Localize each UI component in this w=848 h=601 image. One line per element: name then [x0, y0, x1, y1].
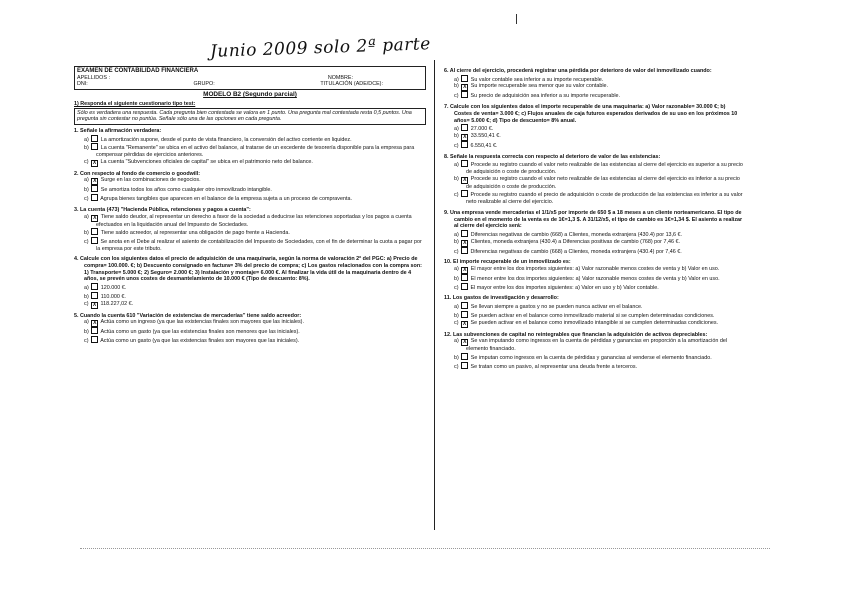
answer-option: [74, 135, 426, 144]
right-question-list: [444, 68, 744, 370]
option-letter: c): [454, 319, 459, 326]
option-letter: b): [84, 230, 89, 237]
answer-option: [74, 336, 426, 345]
option-letter: b): [454, 175, 459, 182]
answer-option: [74, 327, 426, 336]
question: [74, 313, 426, 345]
option-text: El menor entre los dos importes siguientes: a) Valor razonable menos costes de venta y b) Valor en uso.: [470, 276, 720, 283]
answer-option: [74, 143, 426, 158]
option-text: 120.000 €.: [100, 285, 127, 292]
answer-checkbox[interactable]: [461, 311, 468, 318]
option-letter: a): [454, 304, 459, 311]
left-column: [74, 66, 426, 349]
option-text: La cuenta "Remanente" se ubica en el activo del balance, al tratarse de un excedente de tesorería disponible para la empresa para compensar pérdidas de ejercicios anteriores.: [96, 145, 415, 159]
option-text: Diferencias negativas de cambio (668) a Clientes, moneda extranjera (430.4) por 7,46 €.: [470, 248, 682, 255]
question-stem: 3. La cuenta (473) "Hacienda Pública, retenciones y pagos a cuenta":: [74, 206, 251, 213]
option-text: Se van imputando como ingresos en la cuenta de pérdidas y ganancias en proporción a la amortización del elemento financiado.: [466, 338, 728, 353]
option-text: 110.000 €.: [100, 293, 126, 300]
answer-checkbox[interactable]: X: [92, 301, 97, 308]
answer-option: [444, 83, 744, 91]
answer-checkbox[interactable]: [461, 362, 468, 369]
option-letter: c): [84, 196, 89, 203]
option-letter: a): [84, 177, 89, 184]
option-text: Tiene saldo deudor, al representar un derecho a favor de la sociedad a deducirse las retenciones soportadas y los pagos a cuenta efectuados en la liquidación anual del Impuesto de Sociedades.: [96, 213, 412, 228]
option-letter: b): [84, 329, 89, 336]
answer-checkbox[interactable]: [91, 237, 98, 244]
option-text: Clientes, moneda extranjera (430.4) a Diferencias positivas de cambio (768) por 7,46 €.: [470, 238, 680, 245]
option-letter: a): [454, 126, 459, 133]
answer-option: [74, 214, 426, 229]
answer-option: [444, 141, 744, 150]
answer-checkbox[interactable]: [91, 327, 98, 334]
modelo-title: MODELO B2 (Segundo parcial): [203, 91, 297, 99]
answer-option: [444, 75, 744, 84]
option-text: Surge en las combinaciones de negocios.: [100, 177, 201, 184]
answer-checkbox[interactable]: X: [93, 178, 97, 185]
question-stem: 8. Señale la respuesta correcta con respecto al deterioro de valor de las existencias:: [444, 153, 661, 160]
question-stem: 1. Señale la afirmación verdadera:: [74, 127, 162, 134]
answer-option: [444, 266, 744, 274]
answer-checkbox[interactable]: X: [93, 214, 97, 221]
option-text: Diferencias negativas de cambio (668) a Clientes, moneda extranjera (430.4) por 13,6 €.: [470, 231, 683, 238]
option-letter: c): [454, 284, 459, 291]
answer-option: [444, 133, 744, 141]
answer-option: [74, 159, 426, 167]
option-letter: a): [454, 231, 459, 238]
question-stem: 12. Las subvenciones de capital no reintegrables que financian la adquisición de activos depreciables:: [444, 331, 708, 338]
answer-checkbox[interactable]: [461, 141, 468, 148]
option-letter: c): [454, 93, 459, 100]
answer-option: [444, 124, 744, 133]
question: [444, 68, 744, 100]
answer-option: [74, 185, 426, 194]
option-letter: b): [454, 276, 459, 283]
answer-checkbox[interactable]: [461, 247, 468, 254]
option-letter: b): [454, 83, 459, 90]
left-question-list: [74, 128, 426, 345]
question-stem: 7. Calcule con los siguientes datos el importe recuperable de una maquinaria: a) Valor razonable= 30.000 €; b) Costes de venta= 3.000 €; c) Flujos anuales de caja futuros esperados derivados de su uso en los próximos 10 años= 5.000 €; d) Tipo de descuento= 8% anual.: [444, 104, 738, 124]
answer-option: [444, 247, 744, 256]
option-text: Procede su registro cuando el precio de adquisición o coste de producción de las existencias es inferior a su valor neto realizable al cierre del ejercicio.: [466, 192, 743, 206]
option-letter: a): [84, 213, 89, 220]
option-text: Su precio de adquisición sea inferior a su importe recuperable.: [470, 93, 621, 100]
answer-option: [444, 338, 744, 353]
answer-checkbox[interactable]: X: [463, 176, 467, 183]
option-letter: c): [454, 192, 459, 199]
answer-option: [444, 320, 744, 328]
answer-checkbox[interactable]: X: [463, 133, 467, 140]
option-text: 118.227,02 €.: [100, 300, 134, 307]
answer-checkbox[interactable]: [461, 91, 468, 98]
option-letter: c): [84, 300, 89, 307]
exam-title: EXAMEN DE CONTABILIDAD FINANCIERA: [77, 68, 199, 74]
option-letter: a): [454, 76, 459, 83]
option-text: Procede su registro cuando el valor neto realizable de las existencias al cierre del ejercicio es superior a su precio de adquisición o coste de producción.: [466, 162, 743, 176]
question: [74, 128, 426, 167]
option-letter: b): [454, 354, 459, 361]
grupo-label: GRUPO:: [193, 81, 215, 88]
answer-checkbox[interactable]: [461, 283, 468, 290]
option-text: Se amortiza todos los años como cualquier otro inmovilizado intangible.: [100, 187, 272, 194]
answer-checkbox[interactable]: [91, 292, 98, 299]
option-text: Se llevan siempre a gastos y no se pueden nunca activar en el balance.: [470, 304, 643, 311]
answer-checkbox[interactable]: [461, 124, 468, 131]
answer-checkbox[interactable]: [461, 160, 468, 167]
option-letter: a): [454, 338, 459, 345]
exam-header: [74, 66, 426, 90]
option-letter: a): [84, 285, 89, 292]
option-text: El mayor entre los dos importes siguientes: a) Valor en uso y b) Valor contable.: [470, 284, 659, 291]
option-text: 27.000 €.: [470, 126, 494, 133]
option-text: Agrupa bienes tangibles que aparecen en el balance de la empresa sujeta a un proceso de compraventa.: [100, 196, 352, 203]
question: [444, 295, 744, 327]
answer-option: [74, 194, 426, 203]
answer-option: [444, 274, 744, 283]
answer-checkbox[interactable]: X: [463, 339, 467, 346]
right-column: [444, 68, 744, 374]
question-stem: 5. Cuando la cuenta 610 "Variación de existencias de mercaderías" tiene saldo acreedor:: [74, 312, 302, 319]
option-text: Procede su registro cuando el valor neto realizable de las existencias al cierre del ejercicio es inferior a su precio de adquisición o coste de producción.: [466, 175, 740, 190]
question: [444, 154, 744, 206]
option-letter: c): [454, 142, 459, 149]
answer-option: [74, 301, 426, 309]
answer-option: [74, 292, 426, 301]
question-stem: 11. Los gastos de investigación y desarrollo:: [444, 295, 559, 302]
option-text: Se pueden activar en el balance como inmovilizado intangible si se cumplen determinadas condiciones.: [470, 319, 719, 326]
answer-option: [444, 239, 744, 247]
answer-option: [74, 177, 426, 185]
dni-label: DNI:: [77, 81, 88, 88]
question-stem: 2. Con respecto al fondo de comercio o goodwill:: [74, 170, 201, 177]
question-stem: 6. Al cierre del ejercicio, procederá registrar una pérdida por deterioro de valor del inmovilizado cuando:: [444, 68, 712, 74]
option-text: Se imputan como ingresos en la cuenta de pérdidas y ganancias al venderse el elemento financiado.: [470, 354, 712, 361]
answer-option: [444, 283, 744, 292]
answer-option: [444, 302, 744, 311]
option-letter: a): [84, 136, 89, 143]
answer-checkbox[interactable]: [461, 353, 468, 360]
instructions-box: Sólo es verdadera una respuesta. Cada pregunta bien contestada se valora en 1 punto. Una pregunta mal contestada resta 0,5 puntos. Una pregunta sin contestar no puntúa. Señale sólo una de las opciones en cada pregunta.: [74, 108, 426, 125]
option-text: Se pueden activar en el balance como inmovilizado material si se cumplen determinadas condiciones.: [470, 312, 715, 319]
question-stem: 10. El importe recuperable de un inmovilizado es:: [444, 259, 571, 266]
apellidos-label: APELLIDOS :: [77, 74, 110, 81]
answer-checkbox[interactable]: X: [93, 320, 97, 327]
answer-checkbox[interactable]: [91, 185, 98, 192]
option-letter: c): [84, 337, 89, 344]
answer-option: [444, 311, 744, 320]
option-letter: b): [454, 312, 459, 319]
option-letter: c): [454, 248, 459, 255]
answer-checkbox[interactable]: [91, 194, 98, 201]
option-letter: c): [84, 238, 89, 245]
answer-option: [74, 228, 426, 237]
answer-checkbox[interactable]: [461, 274, 468, 281]
option-text: La amortización supone, desde el punto de vista financiero, la conversión del activo corriente en liquidez.: [100, 136, 352, 143]
answer-option: [444, 353, 744, 362]
answer-option: [444, 362, 744, 371]
answer-option: [444, 190, 744, 205]
answer-checkbox[interactable]: [91, 336, 98, 343]
answer-option: [444, 91, 744, 100]
answer-checkbox[interactable]: [461, 75, 468, 82]
answer-option: [444, 160, 744, 175]
answer-checkbox[interactable]: [91, 135, 98, 142]
question-stem: 4. Calcule con los siguientes datos el precio de adquisición de una maquinaria, según la norma de valoración 2ª del PGC: a) Precio de compra= 100.000. €; b) Descuento consignado en factura= 3% del precio de compra; c) Los gastos relacionados con la compra son: 1) Transporte= 5.000 €; 2) Seguro= 2.000 €; 3) Instalación y montaje= 6.000 €. Al finalizar la vida útil de la maquinaria dentro de 4 años, se prevén unos costes de desmantelamiento de 10.000 € (Tipo de descuento: 8%).: [74, 256, 422, 283]
answer-checkbox[interactable]: X: [463, 239, 467, 246]
option-letter: b): [84, 145, 89, 152]
question: [444, 332, 744, 371]
answer-option: [74, 283, 426, 292]
option-text: La cuenta "Subvenciones oficiales de capital" se ubica en el patrimonio neto del balance.: [100, 158, 313, 165]
nombre-label: NOMBRE:: [327, 74, 353, 81]
question: [444, 104, 744, 150]
intro-line: 1) Responda el siguiente cuestionario tipo test:: [74, 100, 196, 107]
question: [444, 210, 744, 256]
option-text: Se anota en el Debe al realizar el asiento de contabilización del Impuesto de Sociedades, con el fin de determinar la cuota a pagar por la empresa por este tributo.: [96, 238, 422, 252]
scan-mark: [516, 14, 517, 24]
bottom-scan-dots: [80, 548, 770, 550]
option-text: Actúa como un gasto (ya que las existencias finales son mayores que las iniciales).: [100, 337, 300, 344]
column-divider: [434, 60, 435, 530]
option-letter: b): [454, 132, 459, 139]
answer-checkbox[interactable]: [91, 283, 98, 290]
option-letter: b): [84, 187, 89, 194]
option-text: Tiene saldo acreedor, al representar una obligación de pago frente a Hacienda.: [100, 230, 290, 237]
option-text: El mayor entre los dos importes siguientes: a) Valor razonable menos costes de venta y b) Valor en uso.: [470, 266, 720, 273]
option-letter: a): [454, 162, 459, 169]
question: [74, 171, 426, 203]
option-text: Actúa como un ingreso (ya que las existencias finales son mayores que las iniciales).: [100, 319, 304, 326]
answer-checkbox[interactable]: [91, 228, 98, 235]
answer-checkbox[interactable]: [461, 302, 468, 309]
option-letter: a): [454, 266, 459, 273]
question: [74, 207, 426, 253]
answer-checkbox[interactable]: X: [462, 320, 467, 327]
option-text: Se tratan como un pasivo, al representar una deuda frente a terceros.: [470, 363, 638, 370]
answer-option: [74, 319, 426, 327]
answer-checkbox[interactable]: X: [92, 159, 97, 166]
handwritten-note: Junio 2009 solo 2ª parte: [209, 34, 432, 62]
answer-checkbox[interactable]: [461, 190, 468, 197]
question: [74, 256, 426, 308]
answer-option: [74, 237, 426, 252]
answer-option: [444, 176, 744, 191]
answer-option: [444, 230, 744, 239]
answer-checkbox[interactable]: [91, 143, 98, 150]
option-text: Actúa como un gasto (ya que las existencias finales son menores que las iniciales).: [100, 329, 300, 336]
option-letter: c): [84, 158, 89, 165]
question-stem: 9. Una empresa vende mercaderías el 1/1/x5 por importe de 650 $ a 18 meses a un cliente norteamericano. El tipo de cambio en el momento de la venta es de 1€=1,3 $. A 31/12/x5, el tipo de cambio es 1€=1,34 $. El asiento a realizar al cierre del ejercicio será:: [444, 209, 743, 230]
option-text: 6.550,41 €.: [470, 142, 498, 149]
option-letter: a): [84, 319, 89, 326]
option-text: Su valor contable sea inferior a su importe recuperable.: [470, 76, 604, 83]
option-letter: b): [84, 293, 89, 300]
question: [444, 259, 744, 291]
option-letter: c): [454, 363, 459, 370]
answer-checkbox[interactable]: X: [463, 267, 467, 274]
titulacion-label: TITULACIÓN (ADE/DCE):: [320, 81, 383, 88]
answer-checkbox[interactable]: X: [463, 84, 467, 91]
option-text: Su importe recuperable sea menor que su valor contable.: [470, 83, 609, 90]
option-letter: b): [454, 238, 459, 245]
option-text: 33.550,41 €.: [470, 132, 501, 139]
answer-checkbox[interactable]: [461, 230, 468, 237]
